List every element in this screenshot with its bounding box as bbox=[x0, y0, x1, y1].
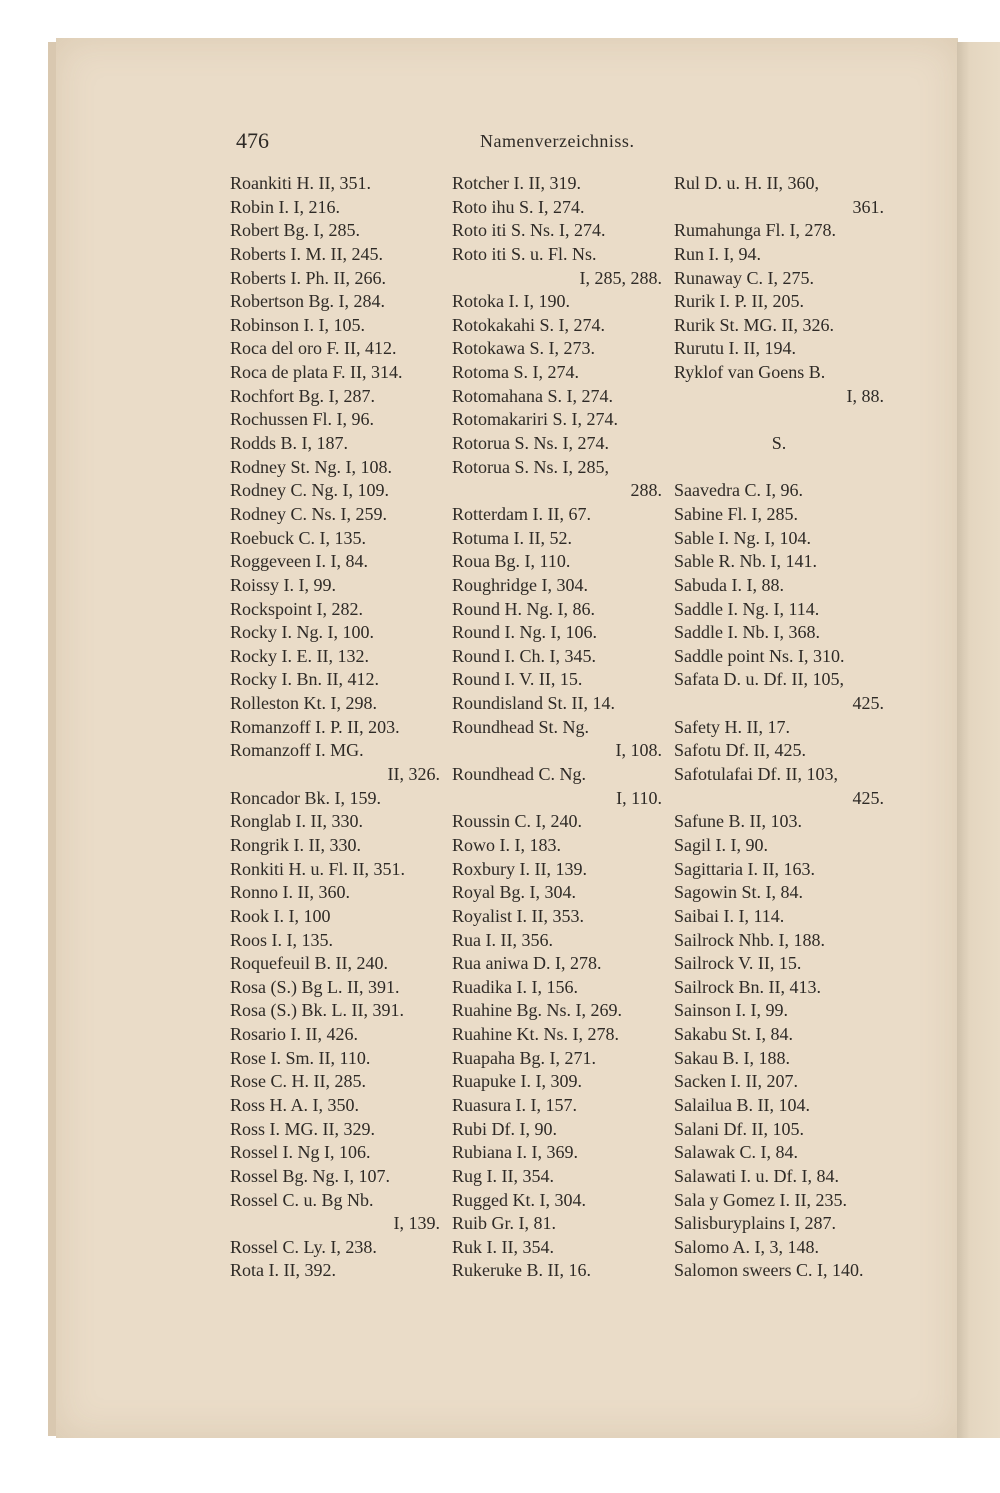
index-entry: Roca del oro F. II, 412. bbox=[230, 338, 397, 359]
index-entry: Rossel C. Ly. I, 238. bbox=[230, 1236, 377, 1257]
index-entry: Rotoka I. I, 190. bbox=[452, 291, 570, 312]
index-entry: I, 139. bbox=[393, 1213, 440, 1234]
index-entry: Sagowin St. I, 84. bbox=[674, 882, 804, 903]
index-entry: Rosa (S.) Bg L. II, 391. bbox=[230, 976, 400, 997]
index-entry: Salomon sweers C. I, 140. bbox=[674, 1260, 864, 1281]
index-entry: Safotulafai Df. II, 103, bbox=[674, 764, 838, 785]
index-entry: Round I. Ch. I, 345. bbox=[452, 645, 596, 666]
index-entry: Ross H. A. I, 350. bbox=[230, 1094, 360, 1115]
page-left-edge bbox=[48, 42, 56, 1436]
index-entry: Sailrock Nhb. I, 188. bbox=[674, 929, 825, 950]
index-entry: Rotorua S. Ns. I, 274. bbox=[452, 433, 609, 454]
section-letter: S. bbox=[771, 433, 787, 454]
index-entry: Romanzoff I. MG. bbox=[230, 740, 364, 761]
index-entry: Roundisland St. II, 14. bbox=[452, 693, 616, 714]
index-entry bbox=[674, 408, 884, 432]
index-entry: I, 108. bbox=[615, 740, 662, 761]
index-entry: Rodney C. Ng. I, 109. bbox=[230, 480, 389, 501]
index-entry: Sakau B. I, 188. bbox=[674, 1047, 790, 1068]
index-entry: Roussin C. I, 240. bbox=[452, 811, 583, 832]
index-entry: Safata D. u. Df. II, 105, bbox=[674, 669, 844, 690]
index-entry: Salomo A. I, 3, 148. bbox=[674, 1236, 820, 1257]
index-entry: Salisburyplains I, 287. bbox=[674, 1213, 836, 1234]
running-title: Namenverzeichniss. bbox=[480, 131, 635, 151]
index-entry: Rotorua S. Ns. I, 285, bbox=[452, 456, 609, 477]
index-entry: Rurik St. MG. II, 326. bbox=[674, 314, 835, 335]
index-entry: Salawak C. I, 84. bbox=[674, 1142, 798, 1163]
index-entry: Roberts I. Ph. II, 266. bbox=[230, 267, 386, 288]
index-entry: I, 285, 288. bbox=[579, 267, 662, 288]
index-entry: Roto iti S. Ns. I, 274. bbox=[452, 220, 606, 241]
index-entry: Rukeruke B. II, 16. bbox=[452, 1260, 591, 1281]
index-entry: Sable I. Ng. I, 104. bbox=[674, 527, 811, 548]
index-entry: Rongrik I. II, 330. bbox=[230, 834, 361, 855]
index-entry: 425. bbox=[852, 693, 884, 714]
index-entry: Rubi Df. I, 90. bbox=[452, 1118, 557, 1139]
index-entry: Rua I. II, 356. bbox=[452, 929, 553, 950]
index-entry: Roto ihu S. I, 274. bbox=[452, 196, 585, 217]
index-entry: Runaway C. I, 275. bbox=[674, 267, 814, 288]
index-entry: Roquefeuil B. II, 240. bbox=[230, 953, 388, 974]
index-entry: Rodney St. Ng. I, 108. bbox=[230, 456, 392, 477]
index-entry: Rocky I. E. II, 132. bbox=[230, 645, 369, 666]
index-entry: Roto iti S. u. Fl. Ns. bbox=[452, 243, 597, 264]
index-entry: Round I. Ng. I, 106. bbox=[452, 622, 597, 643]
page-header bbox=[236, 128, 636, 158]
index-entry: Roebuck C. I, 135. bbox=[230, 527, 366, 548]
index-entry: Ruahine Kt. Ns. I, 278. bbox=[452, 1024, 619, 1045]
index-entry: I, 110. bbox=[616, 787, 662, 808]
page-right-edge bbox=[957, 42, 1000, 1438]
index-entry: Rotomahana S. I, 274. bbox=[452, 385, 613, 406]
index-entry: I, 88. bbox=[846, 385, 884, 406]
index-entry: Rotuma I. II, 52. bbox=[452, 527, 572, 548]
page-number: 476 bbox=[236, 128, 269, 153]
index-entry: Run I. I, 94. bbox=[674, 243, 761, 264]
index-entry: Roua Bg. I, 110. bbox=[452, 551, 571, 572]
index-entry: Rochfort Bg. I, 287. bbox=[230, 385, 375, 406]
index-entry: Ross I. MG. II, 329. bbox=[230, 1118, 376, 1139]
index-entry: Rose I. Sm. II, 110. bbox=[230, 1047, 371, 1068]
index-entry: Robert Bg. I, 285. bbox=[230, 220, 360, 241]
index-entry: Sagittaria I. II, 163. bbox=[674, 858, 815, 879]
index-entry: Romanzoff I. P. II, 203. bbox=[230, 716, 400, 737]
index-entry: Safety H. II, 17. bbox=[674, 716, 790, 737]
index-entry: 288. bbox=[630, 480, 662, 501]
index-entry: Rossel I. Ng I, 106. bbox=[230, 1142, 371, 1163]
index-entry: Saddle point Ns. I, 310. bbox=[674, 645, 845, 666]
index-entry: Rua aniwa D. I, 278. bbox=[452, 953, 602, 974]
index-entry: Saddle I. Nb. I, 368. bbox=[674, 622, 820, 643]
index-entry: Sailrock V. II, 15. bbox=[674, 953, 802, 974]
index-entry: Rowo I. I, 183. bbox=[452, 834, 561, 855]
index-entry: Rodney C. Ns. I, 259. bbox=[230, 503, 387, 524]
index-entry: Rotcher I. II, 319. bbox=[452, 173, 581, 193]
index-entry: Salani Df. II, 105. bbox=[674, 1118, 804, 1139]
index-entry: Sainson I. I, 99. bbox=[674, 1000, 788, 1021]
index-entry: Rocky I. Ng. I, 100. bbox=[230, 622, 374, 643]
index-entry: Round H. Ng. I, 86. bbox=[452, 598, 595, 619]
index-entry: Rotokakahi S. I, 274. bbox=[452, 314, 605, 335]
index-entry: Roncador Bk. I, 159. bbox=[230, 787, 381, 808]
index-entry: Saibai I. I, 114. bbox=[674, 905, 785, 926]
index-entry: Roxbury I. II, 139. bbox=[452, 858, 587, 879]
index-entry: Rook I. I, 100 bbox=[230, 905, 331, 926]
index-entry: Ruapuke I. I, 309. bbox=[452, 1071, 582, 1092]
index-entry: Rugged Kt. I, 304. bbox=[452, 1189, 586, 1210]
index-entry: Salailua B. II, 104. bbox=[674, 1094, 810, 1115]
index-entry: Safune B. II, 103. bbox=[674, 811, 802, 832]
index-entry: Ruadika I. I, 156. bbox=[452, 976, 578, 997]
index-entry: Saavedra C. I, 96. bbox=[674, 480, 803, 501]
index-entry bbox=[674, 456, 884, 480]
index-entry: Roca de plata F. II, 314. bbox=[230, 362, 403, 383]
index-entry: Rul D. u. H. II, 360, bbox=[674, 173, 819, 193]
index-entry: Rocky I. Bn. II, 412. bbox=[230, 669, 379, 690]
index-entry: Salawati I. u. Df. I, 84. bbox=[674, 1165, 839, 1186]
index-entry: Sakabu St. I, 84. bbox=[674, 1024, 793, 1045]
index-entry: Ryklof van Goens B. bbox=[674, 362, 826, 383]
index-entry: Royalist I. II, 353. bbox=[452, 905, 584, 926]
index-entry: Rolleston Kt. I, 298. bbox=[230, 693, 377, 714]
index-entry: Rodds B. I, 187. bbox=[230, 433, 349, 454]
index-entry: Sable R. Nb. I, 141. bbox=[674, 551, 817, 572]
index-entry: Rug I. II, 354. bbox=[452, 1165, 554, 1186]
index-entry: Ruib Gr. I, 81. bbox=[452, 1213, 557, 1234]
index-entry: Rossel Bg. Ng. I, 107. bbox=[230, 1165, 391, 1186]
index-entry: Safotu Df. II, 425. bbox=[674, 740, 806, 761]
index-entry: Royal Bg. I, 304. bbox=[452, 882, 576, 903]
index-entry: 361. bbox=[852, 196, 884, 217]
index-entry: Sabuda I. I, 88. bbox=[674, 574, 784, 595]
index-entry: Robertson Bg. I, 284. bbox=[230, 291, 385, 312]
index-entry: Rubiana I. I, 369. bbox=[452, 1142, 578, 1163]
index-entry: Ruahine Bg. Ns. I, 269. bbox=[452, 1000, 622, 1021]
index-entry: Ronglab I. II, 330. bbox=[230, 811, 363, 832]
index-entry: Round I. V. II, 15. bbox=[452, 669, 583, 690]
index-entry: Robin I. I, 216. bbox=[230, 196, 340, 217]
index-entry: Ronkiti H. u. Fl. II, 351. bbox=[230, 858, 406, 879]
index-entry: Roos I. I, 135. bbox=[230, 929, 333, 950]
index-entry: II, 326. bbox=[387, 764, 440, 785]
index-entry: Roissy I. I, 99. bbox=[230, 574, 337, 595]
index-entry: Rurutu I. II, 194. bbox=[674, 338, 796, 359]
index-entry: Saddle I. Ng. I, 114. bbox=[674, 598, 820, 619]
index-entry: Robinson I. I, 105. bbox=[230, 314, 365, 335]
index-entry: Sacken I. II, 207. bbox=[674, 1071, 798, 1092]
index-entry: Sailrock Bn. II, 413. bbox=[674, 976, 821, 997]
index-entry: Roundhead St. Ng. bbox=[452, 716, 589, 737]
index-column-2 bbox=[452, 172, 662, 1283]
index-entry: Ruk I. II, 354. bbox=[452, 1236, 554, 1257]
index-entry: 425. bbox=[852, 787, 884, 808]
index-entry: Rosa (S.) Bk. L. II, 391. bbox=[230, 1000, 404, 1021]
index-entry: Rotterdam I. II, 67. bbox=[452, 503, 591, 524]
index-entry: Sabine Fl. I, 285. bbox=[674, 503, 798, 524]
index-entry: Rosario I. II, 426. bbox=[230, 1024, 358, 1045]
index-entry: Rossel C. u. Bg Nb. bbox=[230, 1189, 374, 1210]
index-column-1 bbox=[230, 172, 440, 1283]
index-entry: Rumahunga Fl. I, 278. bbox=[674, 220, 836, 241]
index-entry: Rochussen Fl. I, 96. bbox=[230, 409, 374, 430]
index-entry: Rockspoint I, 282. bbox=[230, 598, 363, 619]
index-entry: Rurik I. P. II, 205. bbox=[674, 291, 804, 312]
index-entry: Ronno I. II, 360. bbox=[230, 882, 350, 903]
index-entry: Sala y Gomez I. II, 235. bbox=[674, 1189, 847, 1210]
index-entry: Roggeveen I. I, 84. bbox=[230, 551, 368, 572]
index-entry: Rose C. H. II, 285. bbox=[230, 1071, 366, 1092]
index-entry: Sagil I. I, 90. bbox=[674, 834, 768, 855]
index-entry: Ruapaha Bg. I, 271. bbox=[452, 1047, 596, 1068]
index-entry: Rotokawa S. I, 273. bbox=[452, 338, 595, 359]
index-entry: Rota I. II, 392. bbox=[230, 1260, 336, 1281]
index-entry: Ruasura I. I, 157. bbox=[452, 1094, 577, 1115]
index-entry: Rotoma S. I, 274. bbox=[452, 362, 580, 383]
index-entry: Roughridge I, 304. bbox=[452, 574, 588, 595]
index-entry: Roankiti H. II, 351. bbox=[230, 173, 371, 193]
index-entry: Roberts I. M. II, 245. bbox=[230, 243, 383, 264]
index-entry: Roundhead C. Ng. bbox=[452, 764, 586, 785]
index-column-3 bbox=[674, 172, 884, 1283]
index-entry: Rotomakariri S. I, 274. bbox=[452, 409, 618, 430]
